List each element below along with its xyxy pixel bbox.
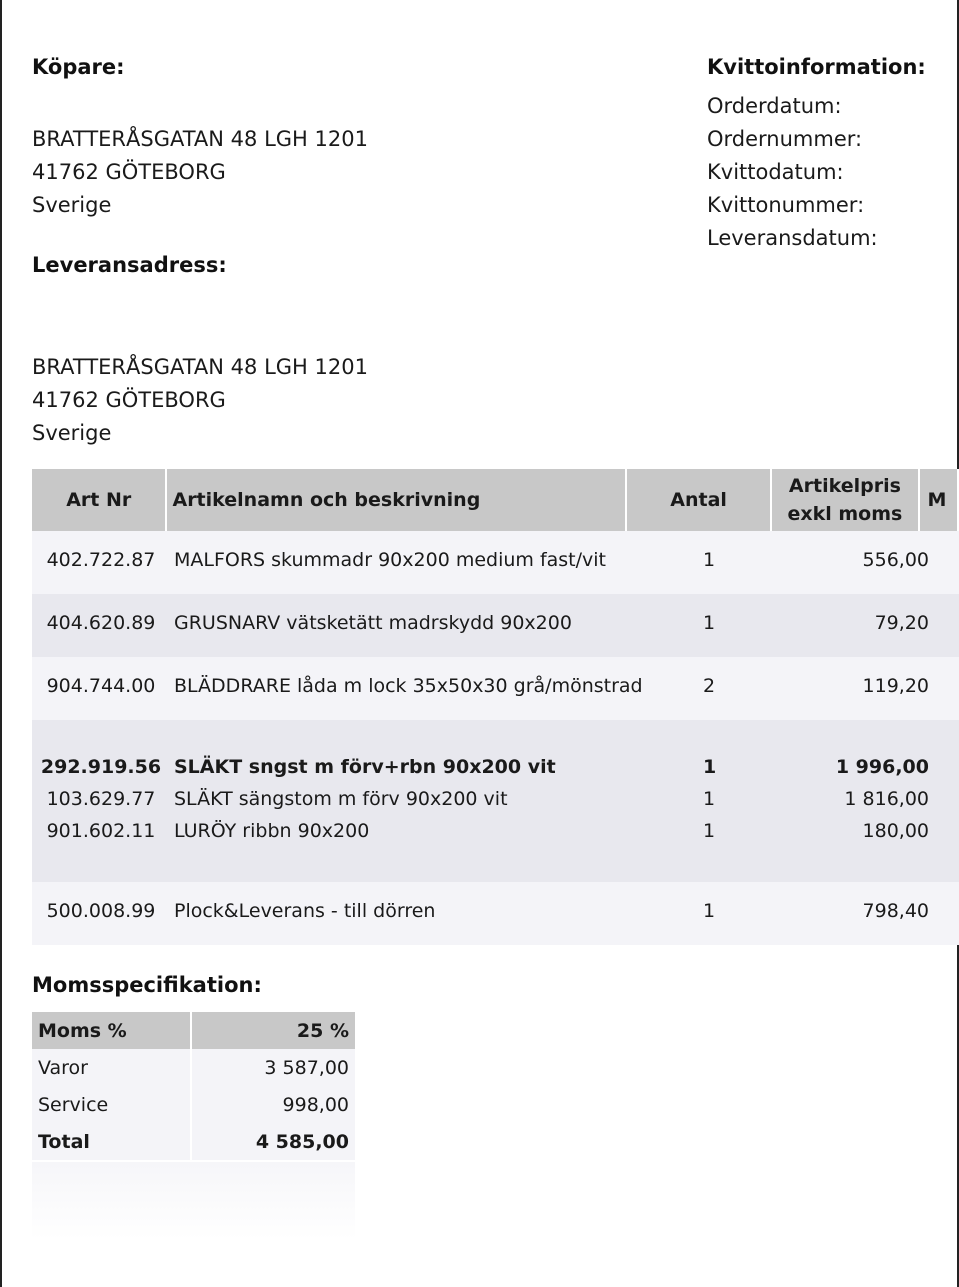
moms-table bbox=[32, 1012, 355, 1160]
delivery-street: BRATTERÅSGATAN 48 LGH 1201 bbox=[32, 355, 368, 379]
delivery-title: Leveransadress: bbox=[32, 253, 227, 277]
buyer-country: Sverige bbox=[32, 193, 112, 217]
receipt-number-label: Kvittonummer: bbox=[707, 193, 865, 217]
moms-row-value: 998,00 bbox=[282, 1093, 349, 1116]
table-row bbox=[32, 531, 959, 594]
delivery-country: Sverige bbox=[32, 421, 112, 445]
moms-rate-label: Moms % bbox=[32, 1012, 192, 1049]
moms-row-label: Service bbox=[32, 1086, 192, 1123]
buyer-city: 41762 GÖTEBORG bbox=[32, 160, 226, 184]
article-name: BLÄDDRARE låda m lock 35x50x30 grå/mönstrad bbox=[174, 675, 643, 697]
order-number-label: Ordernummer: bbox=[707, 127, 863, 151]
table-row bbox=[32, 657, 959, 720]
header-unit-price: Artikelpris exkl moms bbox=[772, 469, 919, 531]
items-table bbox=[32, 469, 959, 945]
header-quantity: Antal bbox=[627, 469, 772, 531]
art-nr: 103.629.77 bbox=[46, 788, 156, 810]
moms-row bbox=[32, 1049, 355, 1086]
article-name: GRUSNARV vätsketätt madrskydd 90x200 bbox=[174, 612, 572, 634]
header-article-name: Artikelnamn och beskrivning bbox=[167, 469, 626, 531]
delivery-city: 41762 GÖTEBORG bbox=[32, 388, 226, 412]
buyer-address bbox=[32, 123, 368, 222]
unit-price: 180,00 bbox=[862, 820, 929, 842]
header-truncated: M bbox=[920, 469, 959, 531]
article-name: LURÖY ribbn 90x200 bbox=[174, 820, 370, 842]
art-nr: 904.744.00 bbox=[46, 675, 156, 697]
unit-price: 79,20 bbox=[874, 612, 929, 634]
article-name: Plock&Leverans - till dörren bbox=[174, 900, 436, 922]
unit-price: 1 816,00 bbox=[844, 788, 929, 810]
unit-price: 1 996,00 bbox=[835, 756, 929, 778]
delivery-address bbox=[32, 351, 368, 450]
moms-row-value: 3 587,00 bbox=[264, 1056, 349, 1079]
moms-total-value: 4 585,00 bbox=[255, 1130, 349, 1153]
article-name: MALFORS skummadr 90x200 medium fast/vit bbox=[174, 549, 606, 571]
art-nr: 404.620.89 bbox=[46, 612, 156, 634]
art-nr: 402.722.87 bbox=[46, 549, 156, 571]
quantity: 1 bbox=[703, 549, 716, 571]
unit-price: 798,40 bbox=[862, 900, 929, 922]
buyer-street: BRATTERÅSGATAN 48 LGH 1201 bbox=[32, 127, 368, 151]
article-name: SLÄKT sängstom m förv 90x200 vit bbox=[174, 788, 508, 810]
page-border-left bbox=[0, 0, 2, 1287]
buyer-title: Köpare: bbox=[32, 55, 125, 79]
moms-row bbox=[32, 1086, 355, 1123]
moms-title: Momsspecifikation: bbox=[32, 973, 262, 997]
delivery-date-label: Leveransdatum: bbox=[707, 226, 878, 250]
moms-table-fade bbox=[32, 1162, 355, 1240]
art-nr: 901.602.11 bbox=[46, 820, 156, 842]
moms-total-label: Total bbox=[32, 1123, 192, 1160]
quantity: 1 bbox=[703, 612, 716, 634]
receipt-date-label: Kvittodatum: bbox=[707, 160, 844, 184]
moms-rate-value: 25 % bbox=[296, 1019, 349, 1042]
table-row bbox=[32, 594, 959, 657]
quantity: 1 bbox=[703, 788, 716, 810]
receipt-info-title: Kvittoinformation: bbox=[707, 55, 926, 79]
table-row-group bbox=[32, 720, 959, 882]
art-nr: 500.008.99 bbox=[46, 900, 156, 922]
header-art-nr: Art Nr bbox=[32, 469, 167, 531]
table-row bbox=[32, 882, 959, 945]
receipt-info-labels bbox=[707, 90, 878, 255]
moms-table-header bbox=[32, 1012, 355, 1049]
quantity: 1 bbox=[703, 820, 716, 842]
order-date-label: Orderdatum: bbox=[707, 94, 842, 118]
items-table-header bbox=[32, 469, 959, 531]
moms-total-row bbox=[32, 1123, 355, 1160]
unit-price: 119,20 bbox=[862, 675, 929, 697]
quantity: 2 bbox=[703, 675, 716, 697]
quantity: 1 bbox=[703, 900, 716, 922]
moms-row-label: Varor bbox=[32, 1049, 192, 1086]
article-name: SLÄKT sngst m förv+rbn 90x200 vit bbox=[174, 756, 556, 778]
art-nr: 292.919.56 bbox=[40, 756, 162, 778]
unit-price: 556,00 bbox=[862, 549, 929, 571]
quantity: 1 bbox=[703, 756, 717, 778]
